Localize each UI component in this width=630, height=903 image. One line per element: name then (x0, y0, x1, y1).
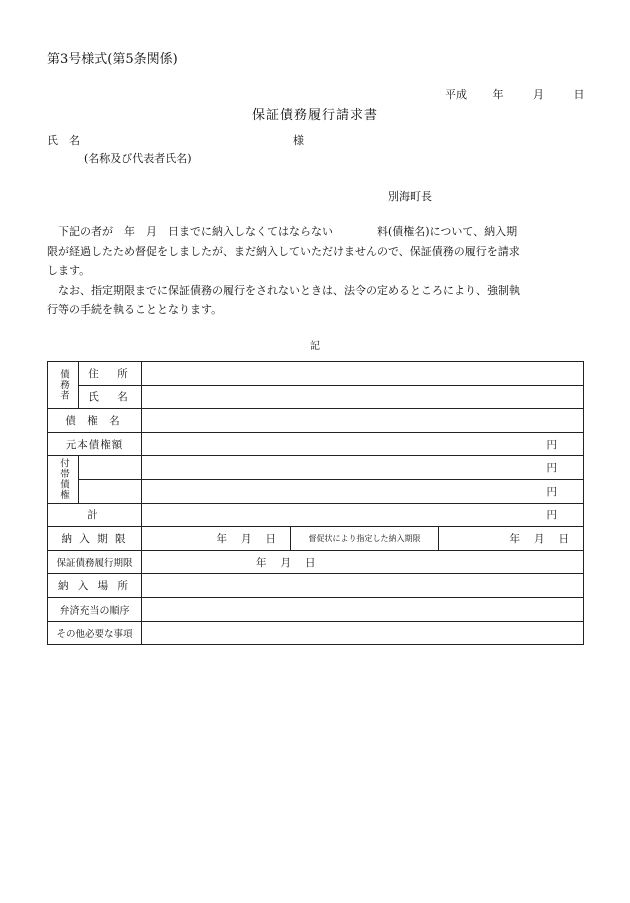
table-row (48, 456, 584, 480)
table-row (48, 597, 584, 621)
address-value[interactable] (142, 362, 584, 386)
debtor-name-label: 氏 名 (79, 385, 142, 409)
table-row (48, 479, 584, 503)
table-row (48, 503, 584, 527)
due-year: 年 (216, 532, 227, 545)
attached-yen-1[interactable]: 円 (142, 456, 584, 480)
principal-label: 元本債権額 (48, 432, 142, 456)
table-row (48, 527, 584, 551)
other-matters-label: その他必要な事項 (48, 621, 142, 645)
guarantee-due-label: 保証債務履行期限 (48, 550, 142, 574)
date-line (445, 86, 585, 102)
body-text (47, 222, 587, 320)
payment-place-value[interactable] (142, 574, 584, 598)
principal-yen[interactable]: 円 (142, 432, 584, 456)
payment-place-label: 納 入 場 所 (48, 574, 142, 598)
guarantee-day: 日 (305, 556, 316, 569)
table-row (48, 432, 584, 456)
other-matters-value[interactable] (142, 621, 584, 645)
body-para2-line2: 行等の手続を執ることとなります。 (47, 303, 223, 316)
addressee-name-label: 氏 名 (47, 134, 80, 147)
attached-claim-name-2[interactable] (79, 479, 142, 503)
address-label: 住 所 (79, 362, 142, 386)
reminder-due-label: 督促状により指定した納入期限 (291, 527, 439, 551)
due-day: 日 (265, 532, 276, 545)
document-title: 保証債務履行請求書 (251, 108, 378, 123)
details-table (47, 361, 584, 645)
debtor-name-value[interactable] (142, 385, 584, 409)
claim-name-label: 債 権 名 (48, 409, 142, 433)
attached-yen-2[interactable]: 円 (142, 479, 584, 503)
attached-claim-name-1[interactable] (79, 456, 142, 480)
sender-name: 別海町長 (388, 190, 432, 203)
reminder-month: 月 (534, 532, 545, 545)
form-number: 第3号様式(第5条関係) (47, 52, 178, 67)
date-year: 年 (492, 88, 504, 101)
addressee-sub-label: (名称及び代表者氏名) (84, 152, 192, 165)
guarantee-month: 月 (280, 556, 291, 569)
total-label: 計 (48, 503, 142, 527)
claim-name-value[interactable] (142, 409, 584, 433)
due-month: 月 (241, 532, 252, 545)
body-para1-line3: します。 (47, 264, 91, 277)
repayment-order-label: 弁済充当の順序 (48, 597, 142, 621)
reminder-year: 年 (509, 532, 521, 545)
addressee-honorific: 様 (293, 134, 304, 147)
guarantee-due-value[interactable] (142, 550, 584, 574)
total-yen[interactable]: 円 (142, 503, 584, 527)
debtor-label: 債務者 (48, 362, 79, 409)
table-row (48, 621, 584, 645)
due-date-label: 納 入 期 限 (48, 527, 142, 551)
date-era: 平成 (445, 88, 467, 101)
table-row (48, 362, 584, 386)
body-para2-line1: なお、指定期限までに保証債務の履行をされないときは、法令の定めるところにより、強制執 (58, 283, 520, 297)
table-row (48, 385, 584, 409)
repayment-order-value[interactable] (142, 597, 584, 621)
guarantee-year: 年 (256, 556, 267, 569)
table-row (48, 574, 584, 598)
date-day: 日 (573, 88, 585, 101)
ki-marker: 記 (310, 341, 320, 352)
due-date-value[interactable] (142, 527, 291, 551)
reminder-due-value[interactable] (439, 527, 584, 551)
attached-claim-label: 付帯債権 (48, 456, 79, 503)
table-row (48, 550, 584, 574)
reminder-day: 日 (558, 532, 570, 545)
body-para1-line1: 下記の者が 年 月 日までに納入しなくてはならない 料(債権名)について、納入期 (58, 225, 518, 238)
body-para1-line2: 限が経過したため督促をしましたが、まだ納入していただけませんので、保証債務の履行を請求 (47, 244, 520, 258)
table-row (48, 409, 584, 433)
date-month: 月 (533, 88, 544, 101)
